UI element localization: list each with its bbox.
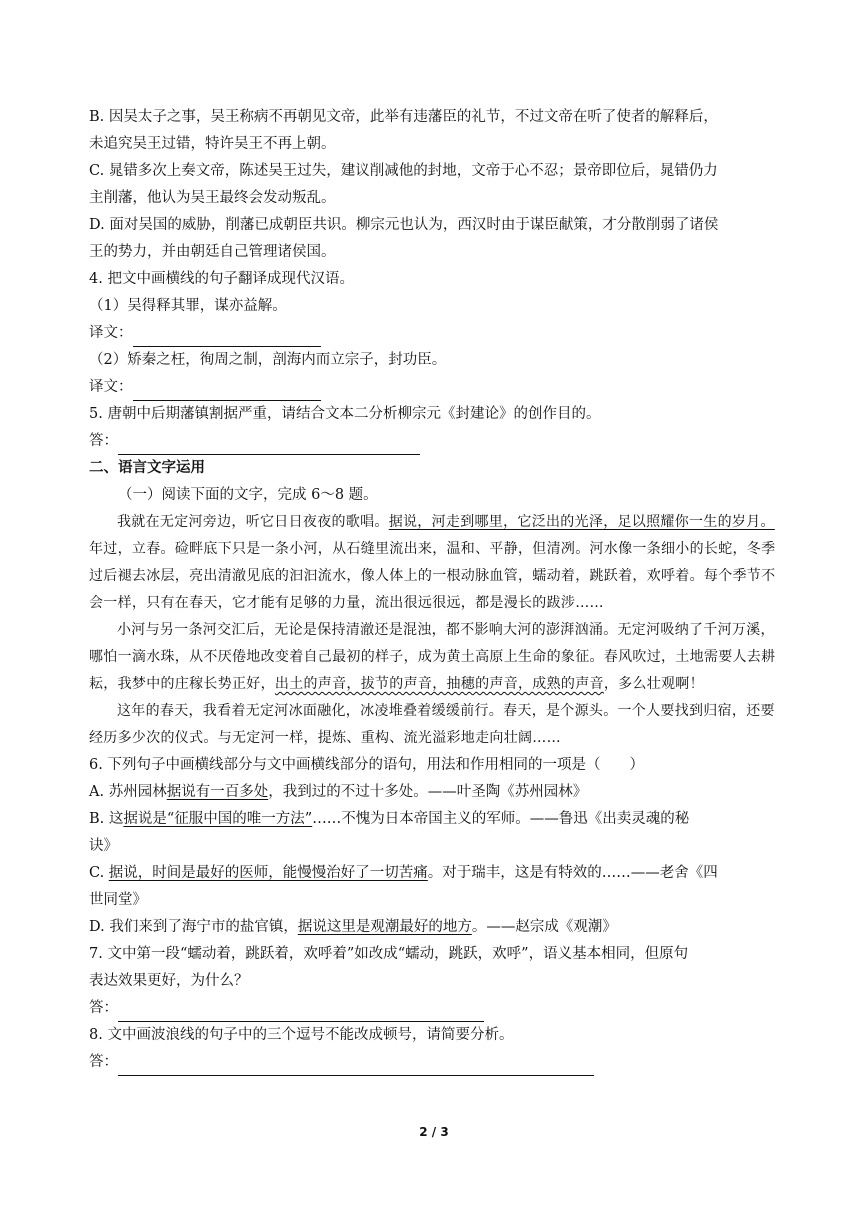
q6-c-underlined: 据说，时间是最好的医师，能慢慢治好了一切苦痛 bbox=[108, 865, 428, 881]
q4-answer-blank-1[interactable] bbox=[133, 328, 321, 347]
q8-stem: 8. 文中画波浪线的句子中的三个逗号不能改成顿号，请简要分析。 bbox=[89, 1027, 514, 1043]
q6-option-a[interactable] bbox=[89, 779, 779, 806]
q6-option-b-line2: 诀》 bbox=[89, 838, 118, 854]
q6-b-underlined: 据说是“征服中国的唯一方法” bbox=[123, 811, 313, 827]
q6-a-underlined: 据说有一百多处 bbox=[166, 784, 269, 800]
section-heading: 二、语言文字运用 bbox=[89, 460, 205, 476]
page-content bbox=[89, 104, 779, 1076]
q3-option-d-line1: D. 面对吴国的威胁，削藩已成朝臣共识。柳宗元也认为，西汉时由于谋臣献策，才分散削弱了诸侯 bbox=[89, 217, 719, 233]
q6-c-pre: C. bbox=[89, 865, 109, 881]
q7-answer-label: 答： bbox=[89, 1000, 118, 1016]
q6-stem: 6. 下列句子中画横线部分与文中画横线部分的语句，用法和作用相同的一项是（ ） bbox=[89, 757, 644, 773]
q8-answer-label: 答： bbox=[89, 1054, 118, 1070]
q8-answer-row bbox=[89, 1049, 779, 1076]
q6-d-post: 。——赵宗成《观潮》 bbox=[471, 919, 617, 935]
passage-paragraph-1 bbox=[89, 509, 779, 617]
q6-d-pre: D. 我们来到了海宁市的盐官镇， bbox=[89, 919, 298, 935]
q4-sentence-2: （2）矫秦之枉，徇周之制，剖海内而立宗子，封功臣。 bbox=[89, 352, 447, 368]
q4-answer-row-2 bbox=[89, 374, 779, 401]
q6-option-b[interactable] bbox=[89, 806, 779, 833]
q6-d-underlined: 据说这里是观潮最好的地方 bbox=[297, 919, 472, 935]
q4-stem: 4. 把文中画横线的句子翻译成现代汉语。 bbox=[89, 271, 354, 287]
q4-answer-label-1: 译文： bbox=[89, 325, 133, 341]
section-intro: （一）阅读下面的文字，完成 6～8 题。 bbox=[118, 487, 378, 503]
q6-option-c-line2: 世同堂》 bbox=[89, 892, 147, 908]
q6-option-c[interactable] bbox=[89, 860, 779, 887]
passage-p2-text-a: 小河与另一条河交汇后，无论是保持清澈还是混浊，都不影响大河的澎湃汹涌。无定河吸纳了千河万溪，哪怕一滴水珠，从不厌倦地改变着自己最初的样子，成为黄土高原上生命的象征。春风吹过，土地需要人去耕耘，我梦中的庄稼长势正好， bbox=[89, 622, 776, 692]
q7-stem-line2: 表达效果更好，为什么？ bbox=[89, 973, 249, 989]
passage-p1-text-a: 我就在无定河旁边，听它日日夜夜的歌唱。 bbox=[117, 514, 389, 530]
q5-answer-blank[interactable] bbox=[118, 436, 420, 455]
q6-option-d[interactable] bbox=[89, 914, 779, 941]
passage-wavy-sentence: 出土的声音，拔节的声音，抽穗的声音，成熟的声音 bbox=[274, 676, 604, 692]
q6-a-post: ，我到过的不过十多处。——叶圣陶《苏州园林》 bbox=[268, 784, 588, 800]
q5-answer-row bbox=[89, 428, 779, 455]
passage-p2-text-b: ，多么壮观啊！ bbox=[603, 676, 704, 692]
q4-answer-label-2: 译文： bbox=[89, 379, 133, 395]
passage-underlined-sentence: 据说，河走到哪里，它泛出的光泽，足以照耀你一生的岁月。 bbox=[388, 514, 775, 530]
page-number: 2 / 3 bbox=[419, 1125, 449, 1139]
q7-answer-row bbox=[89, 995, 779, 1022]
q6-c-post: 。对于瑞丰，这是有特效的……——老舍《四 bbox=[427, 865, 718, 881]
q8-answer-blank[interactable] bbox=[118, 1057, 594, 1076]
q6-a-pre: A. 苏州园林 bbox=[89, 784, 167, 800]
q3-option-b-line1: B. 因吴太子之事，吴王称病不再朝见文帝，此举有违藩臣的礼节，不过文帝在听了使者的解释后， bbox=[89, 109, 718, 125]
q3-option-c-line1: C. 晁错多次上奏文帝，陈述吴王过失，建议削减他的封地，文帝于心不忍；景帝即位后，晁错仍力 bbox=[89, 163, 718, 179]
q3-option-c-line2: 主削藩，他认为吴王最终会发动叛乱。 bbox=[89, 190, 336, 206]
q5-stem: 5. 唐朝中后期藩镇割据严重，请结合文本二分析柳宗元《封建论》的创作目的。 bbox=[89, 406, 601, 422]
q3-option-b-line2: 未追究吴王过错，特许吴王不再上朝。 bbox=[89, 136, 336, 152]
q6-b-pre: B. 这 bbox=[89, 811, 124, 827]
q3-option-d-line2: 王的势力，并由朝廷自己管理诸侯国。 bbox=[89, 244, 336, 260]
passage-paragraph-2 bbox=[89, 617, 779, 698]
q4-sentence-1: （1）吴得释其罪，谋亦益解。 bbox=[89, 298, 287, 314]
passage-paragraph-3: 这年的春天，我看着无定河冰面融化，冰凌堆叠着缓缓前行。春天，是个源头。一个人要找到归宿，还要经历多少次的仪式。与无定河一样，提炼、重构、流光溢彩地走向壮阔…… bbox=[89, 703, 775, 746]
q7-answer-blank[interactable] bbox=[118, 1003, 484, 1022]
q6-b-post: ……不愧为日本帝国主义的军师。——鲁迅《出卖灵魂的秘 bbox=[312, 811, 690, 827]
q7-stem-line1: 7. 文中第一段“蠕动着，跳跃着，欢呼着”如改成“蠕动，跳跃，欢呼”，语义基本相同，但原句 bbox=[89, 946, 689, 962]
q5-answer-label: 答： bbox=[89, 433, 118, 449]
passage-p1-text-b: 年过，立春。硷畔底下只是一条小河，从石缝里流出来，温和、平静，但清冽。河水像一条细小的长蛇，冬季过后褪去冰层，亮出清澈见底的汩汩流水，像人体上的一根动脉血管，蠕动着，跳跃着，欢呼着。每个季节不会一样，只有在春天，它才能有足够的力量，流出很远很远，都是漫长的跋涉…… bbox=[89, 541, 776, 611]
q4-answer-row-1 bbox=[89, 320, 779, 347]
q4-answer-blank-2[interactable] bbox=[133, 382, 321, 401]
